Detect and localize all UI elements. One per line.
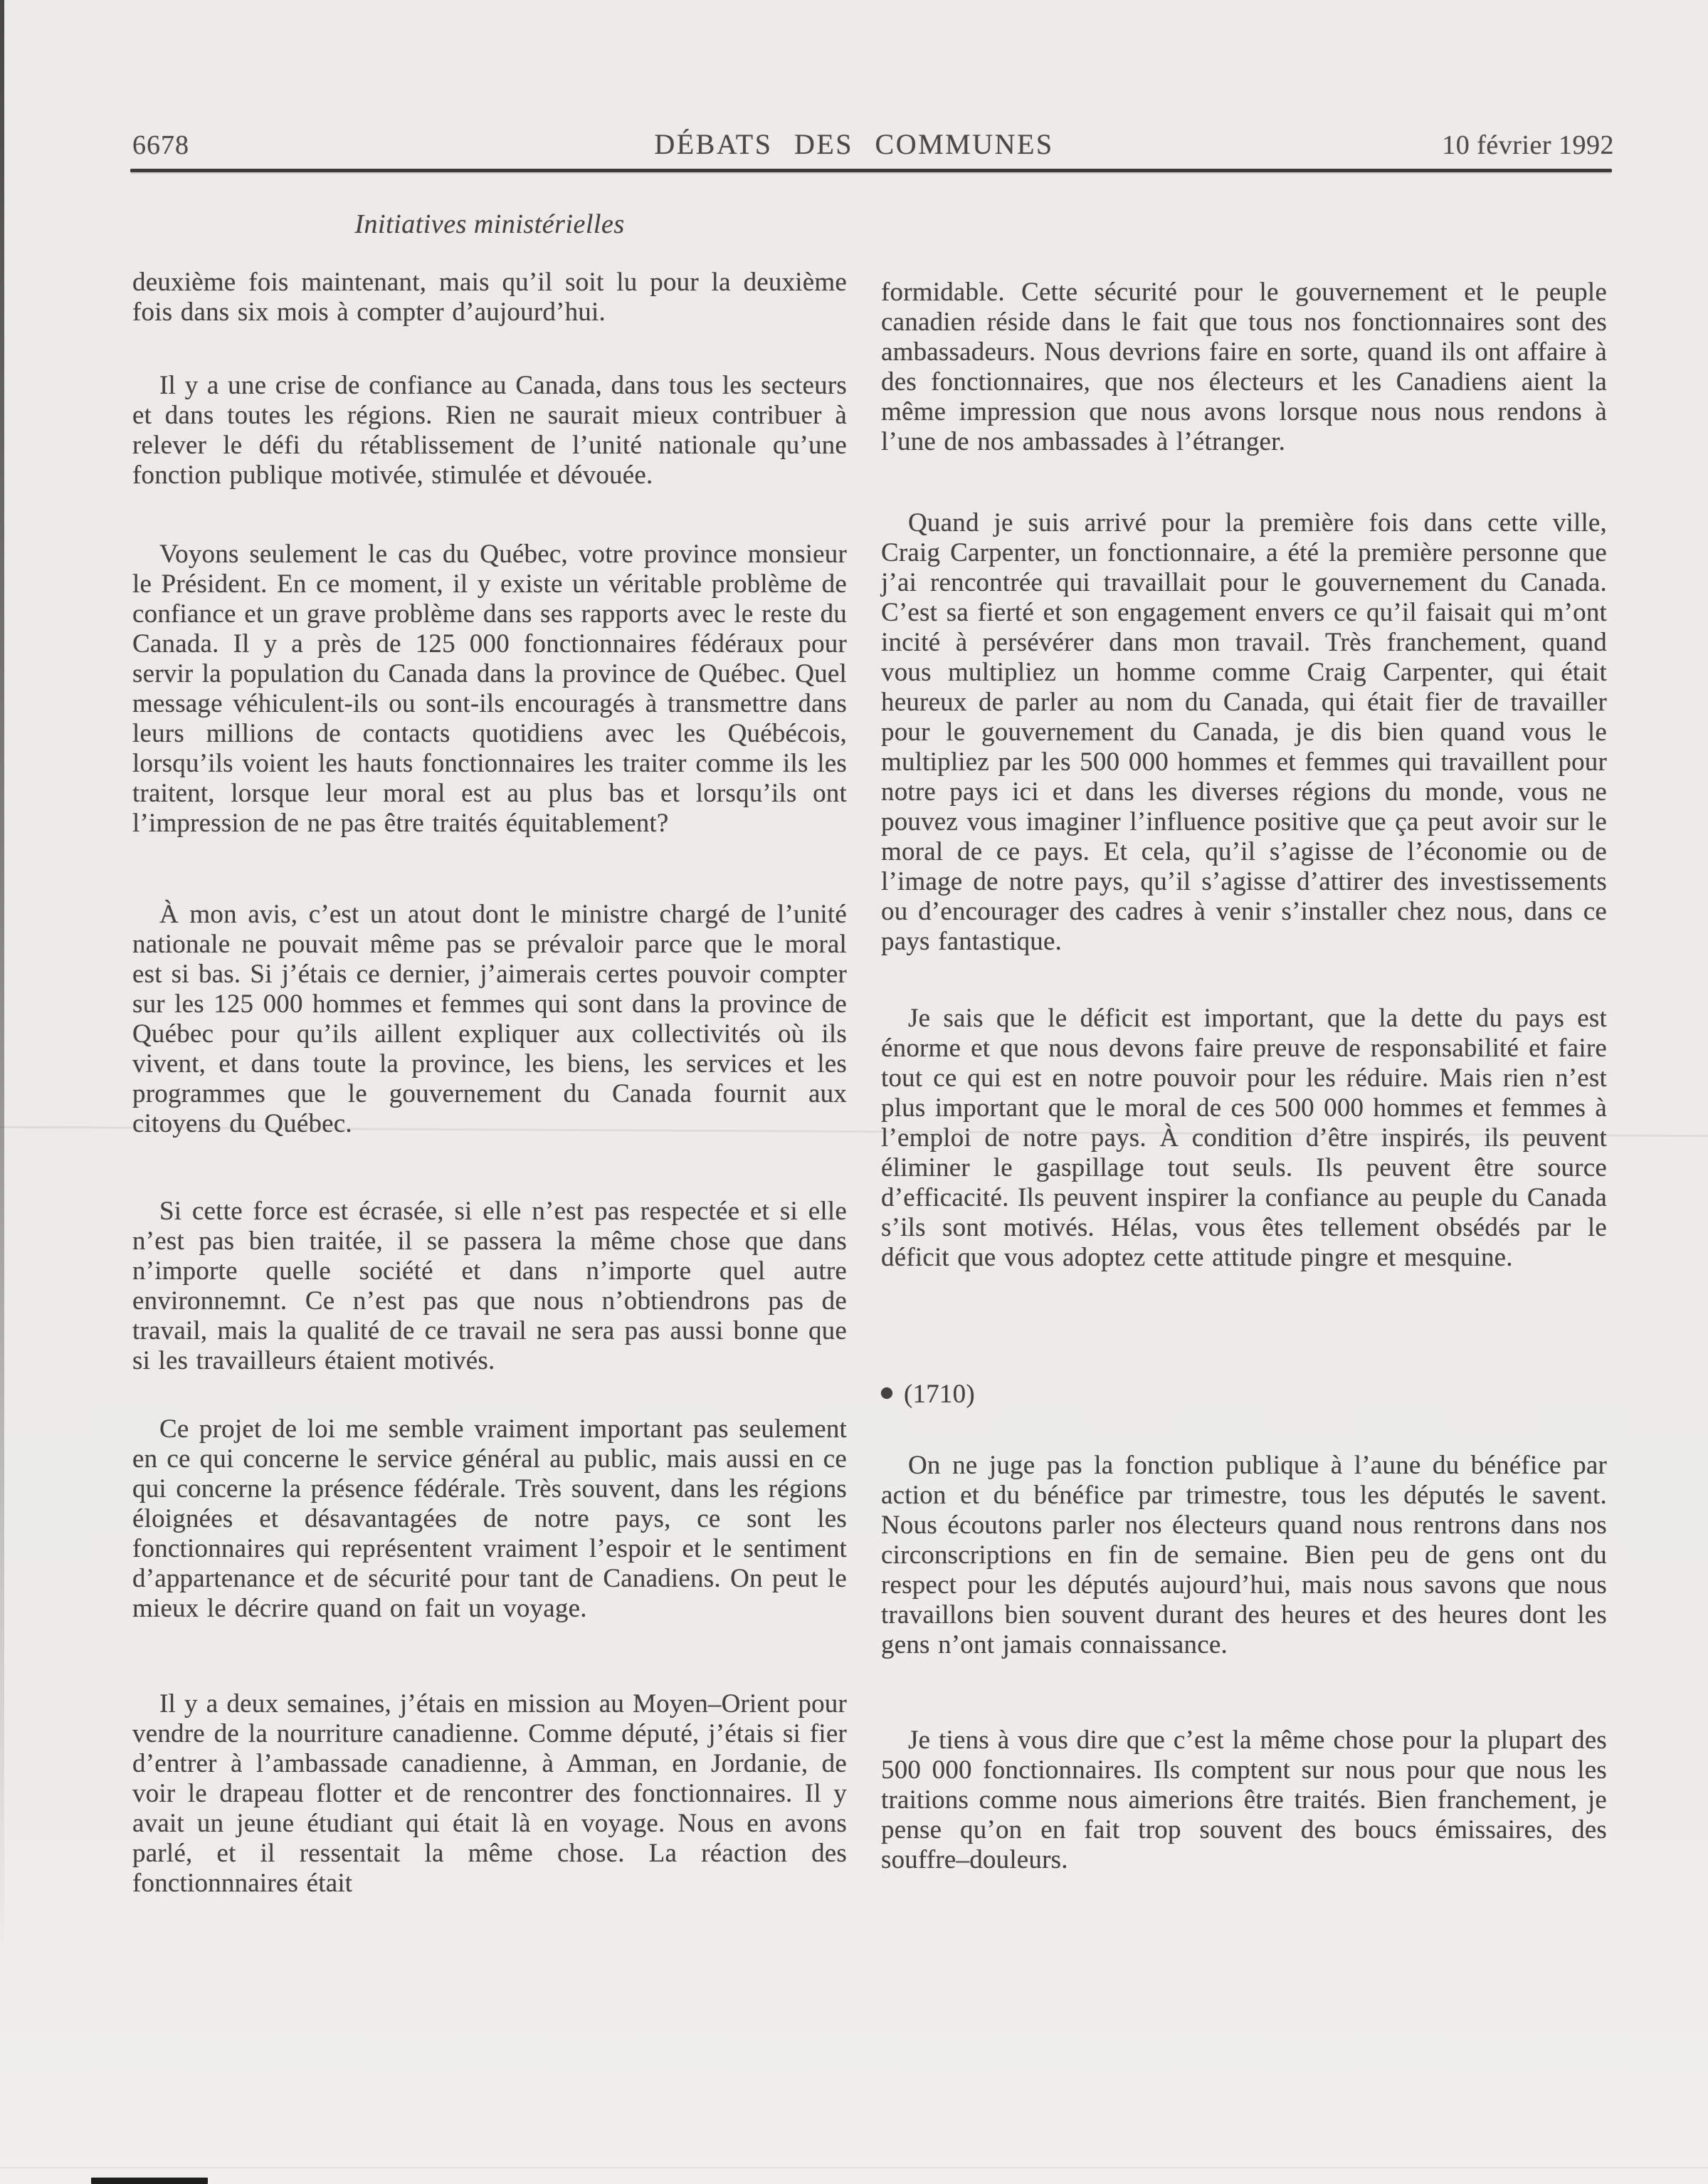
page-number: 6678 [132, 130, 189, 160]
paragraph: formidable. Cette sécurité pour le gouvernement et le peuple canadien réside dans le fait que tous nos fonctionnaires sont des ambassadeurs. Nous devrions faire en sorte, quand ils ont affaire à des fonctionnaires, que nos électeurs et les Canadiens aient la même impression que nous avons lorsque nous nous rendons à l’une de nos ambassades à l’étranger. [881, 278, 1607, 456]
paragraph: Je sais que le déficit est important, que la dette du pays est énorme et que nous devons faire preuve de responsabilité et faire tout ce qui est en notre pouvoir pour les réduire. Mais rien n’est plus important que le moral de ces 500 000 hommes et femmes à l’emploi de notre pays. À condition d’être inspirés, ils peuvent éliminer le gaspillage tout seuls. Ils peuvent être source d’efficacité. Ils peuvent inspirer la confiance au peuple du Canada s’ils sont motivés. Hélas, vous êtes tellement obsédés par le déficit que vous adoptez cette attitude pingre et mesquine. [881, 1004, 1607, 1272]
header-divider [130, 169, 1612, 172]
paragraph: À mon avis, c’est un atout dont le ministre chargé de l’unité nationale ne pouvait même pas se prévaloir parce que le moral est si bas. Si j’étais ce dernier, j’aimerais certes pouvoir compter sur les 125 000 hommes et femmes qui sont dans la province de Québec pour qu’ils aillent expliquer aux collectivités où ils vivent, et dans toute la province, les biens, les services et les programmes que le gouvernement du Canada fournit aux citoyens du Québec. [132, 900, 847, 1138]
header-date: 10 février 1992 [1442, 130, 1614, 160]
scan-edge-artifact-left [0, 0, 4, 1958]
paragraph: Il y a deux semaines, j’étais en mission au Moyen–Orient pour vendre de la nourriture canadienne. Comme député, j’étais si fier d’entrer à l’ambassade canadienne, à Amman, en Jordanie, de voir le drapeau flotter et de rencontrer des fonctionnaires. Il y avait un jeune étudiant qui était là en voyage. Nous en avons parlé, et il ressentait la même chose. La réaction des fonctionnnaires était [132, 1689, 847, 1898]
bullet-icon [881, 1387, 892, 1399]
scan-edge-artifact-bottom [91, 2178, 208, 2184]
paragraph: Il y a une crise de confiance au Canada, dans tous les secteurs et dans toutes les régions. Rien ne saurait mieux contribuer à relever le défi du rétablissement de l’unité nationale qu’une fonction publique motivée, stimulée et dévouée. [132, 371, 847, 490]
paragraph: Voyons seulement le cas du Québec, votre province monsieur le Président. En ce moment, il y existe un véritable problème de confiance et un grave problème dans ses rapports avec le reste du Canada. Il y a près de 125 000 fonctionnaires fédéraux pour servir la population du Canada dans la province de Québec. Quel message véhiculent-ils ou sont-ils encouragés à transmettre dans leurs millions de contacts quotidiens avec les Québécois, lorsqu’ils voient les hauts fonctionnaires les traiter comme ils les traitent, lorsque leur moral est au plus bas et lorsqu’ils ont l’impression de ne pas être traités équitablement? [132, 540, 847, 838]
section-heading: Initiatives ministérielles [354, 209, 625, 239]
paragraph: Je tiens à vous dire que c’est la même chose pour la plupart des 500 000 fonctionnaires. Ils comptent sur nous pour que nous les traitions comme nous aimerions être traités. Bien franchement, je pense qu’on en fait trop souvent des boucs émissaires, des souffre–douleurs. [881, 1726, 1607, 1874]
scan-crease-artifact-bottom [0, 2167, 1708, 2168]
paragraph: Quand je suis arrivé pour la première fois dans cette ville, Craig Carpenter, un fonctionnaire, a été la première personne que j’ai rencontrée qui travaillait pour le gouvernement du Canada. C’est sa fierté et son engagement envers ce qu’il faisait qui m’ont incité à persévérer dans mon travail. Très franchement, quand vous multipliez un homme comme Craig Carpenter, qui était heureux de parler au nom du Canada, qui était fier de travailler pour le gouvernement du Canada, je dis bien quand vous le multipliez par les 500 000 hommes et femmes qui travaillent pour notre pays ici et dans les diverses régions du monde, vous ne pouvez vous imaginer l’influence positive que ça peut avoir sur le moral de ce pays. Et cela, qu’il s’agisse de l’économie ou de l’image de notre pays, qu’il s’agisse d’attirer des investissements ou d’encourager des cadres à venir s’installer chez nous, dans ce pays fantastique. [881, 508, 1607, 956]
right-column [881, 262, 1607, 1875]
paragraph: deuxième fois maintenant, mais qu’il soit lu pour la deuxième fois dans six mois à compter d’aujourd’hui. [132, 268, 847, 327]
timestamp-text: (1710) [904, 1380, 975, 1409]
timestamp-marker [881, 1380, 1607, 1409]
paragraph: Ce projet de loi me semble vraiment important pas seulement en ce qui concerne le service général au public, mais aussi en ce qui concerne la présence fédérale. Très souvent, dans les régions éloignées et désavantagées de notre pays, ce sont les fonctionnaires qui représentent vraiment l’espoir et le sentiment d’appartenance et de sécurité pour tant de Canadiens. On peut le mieux le décrire quand on fait un voyage. [132, 1414, 847, 1623]
left-column [132, 262, 847, 1899]
paragraph: On ne juge pas la fonction publique à l’aune du bénéfice par action et du bénéfice par trimestre, tous les députés le savent. Nous écoutons parler nos électeurs quand nous rentrons dans nos circonscriptions en fin de semaine. Bien peu de gens ont du respect pour les députés aujourd’hui, mais nous savons que nous travaillons bien souvent durant des heures et des heures dont les gens n’ont jamais connaissance. [881, 1451, 1607, 1659]
paragraph: Si cette force est écrasée, si elle n’est pas respectée et si elle n’est pas bien traitée, il se passera la même chose que dans n’importe quelle société et dans n’importe quel autre environnemnt. Ce n’est pas que nous n’obtiendrons pas de travail, mais la qualité de ce travail ne sera pas aussi bonne que si les travailleurs étaient motivés. [132, 1197, 847, 1375]
page-title: DÉBATS DES COMMUNES [654, 128, 1054, 160]
